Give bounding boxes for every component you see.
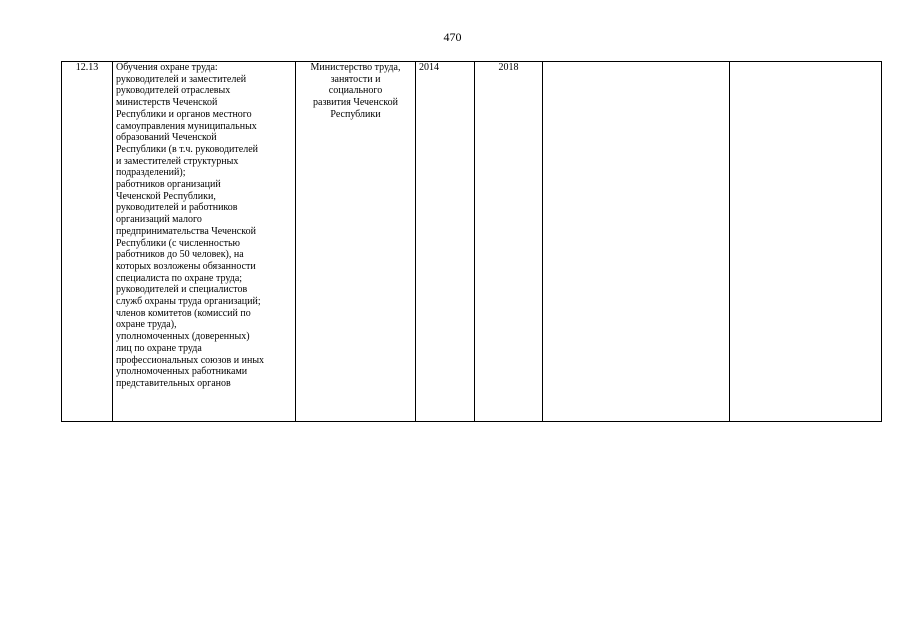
executor-line: социального	[328, 85, 383, 97]
description-line: профессиональных союзов и иных	[116, 354, 265, 366]
description-line: образований Чеченской	[116, 132, 217, 144]
item-number-cell: 12.13	[62, 62, 113, 422]
description-line: руководителей и специалистов	[116, 284, 248, 296]
description-line: организаций малого	[116, 214, 202, 226]
item-description-cell	[113, 62, 296, 422]
end-year-cell: 2018	[475, 62, 543, 422]
description-line: подразделений);	[116, 167, 186, 179]
description-line: работников до 50 человек), на	[116, 249, 244, 261]
description-line: Обучения охране труда:	[116, 62, 218, 73]
executor-line: Министерство труда,	[310, 62, 401, 73]
description-line: руководителей отраслевых	[116, 85, 231, 97]
description-line: лиц по охране труда	[116, 342, 202, 354]
description-line: Чеченской Республики,	[116, 190, 216, 202]
expected-result-cell	[543, 62, 730, 422]
description-line: предпринимательства Чеченской	[116, 225, 256, 237]
executor-cell	[296, 62, 416, 422]
description-line: охране труда),	[116, 319, 177, 331]
page-number: 470	[443, 30, 462, 44]
description-line: Республики (с численностью	[116, 237, 240, 249]
description-line: Республики и органов местного	[116, 108, 252, 120]
description-line: специалиста по охране труда;	[116, 272, 243, 284]
description-line: которых возложены обязанности	[116, 260, 256, 272]
executor-line: занятости и	[330, 73, 381, 85]
description-line: Республики (в т.ч. руководителей	[116, 143, 258, 155]
description-line: представительных органов	[116, 377, 231, 389]
description-line: министерств Чеченской	[116, 97, 218, 109]
program-table	[61, 61, 882, 422]
table-row	[62, 62, 882, 422]
description-line: уполномоченных работниками	[116, 366, 248, 378]
description-line: руководителей и заместителей	[116, 73, 247, 85]
description-line: руководителей и работников	[116, 202, 238, 214]
description-line: служб охраны труда организаций;	[116, 296, 261, 308]
description-line: самоуправления муниципальных	[116, 120, 257, 132]
description-line: членов комитетов (комиссий по	[116, 307, 251, 319]
description-line: и заместителей структурных	[116, 155, 239, 167]
executor-line: развития Чеченской	[313, 97, 398, 109]
description-line: уполномоченных (доверенных)	[116, 331, 250, 343]
start-year-cell: 2014	[416, 62, 475, 422]
executor-line: Республики	[330, 108, 381, 120]
description-line: работников организаций	[116, 179, 221, 191]
note-cell	[730, 62, 882, 422]
